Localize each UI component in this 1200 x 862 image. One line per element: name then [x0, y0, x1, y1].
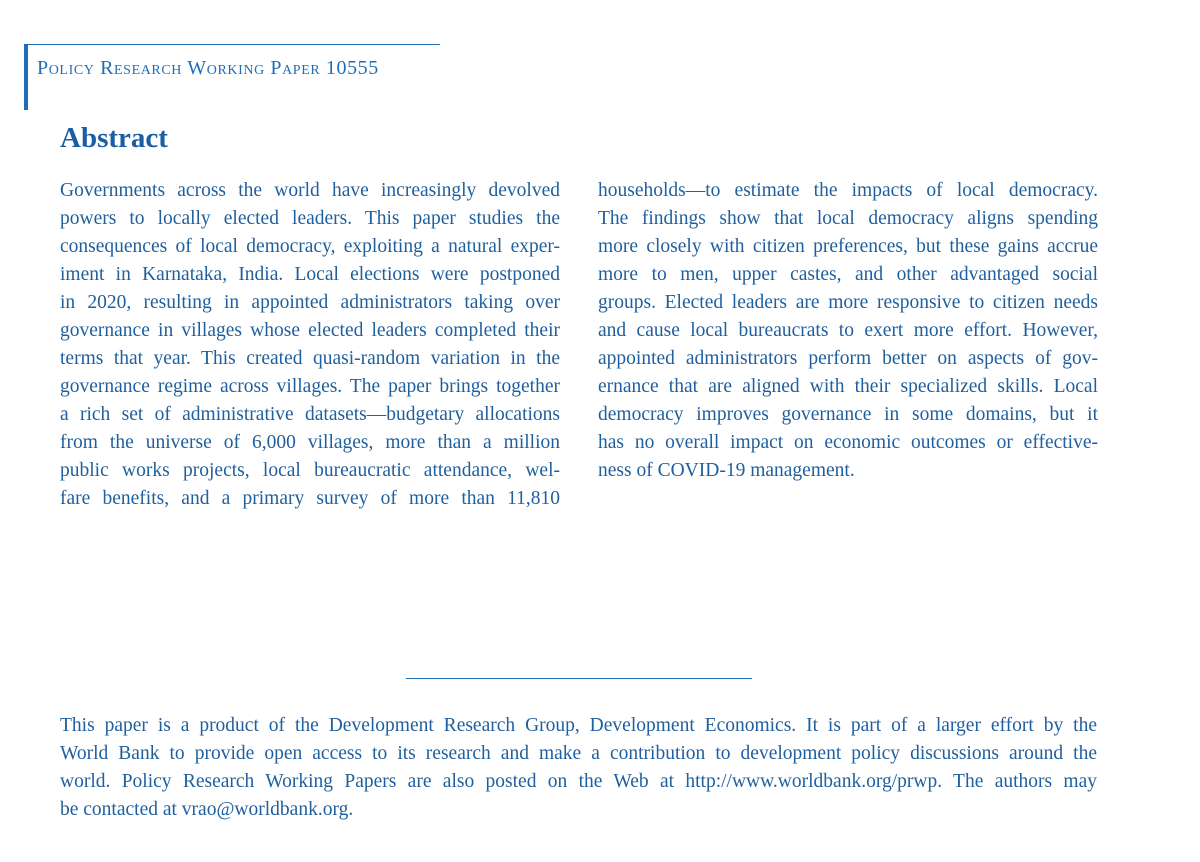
footer-note: [60, 712, 1097, 824]
abstract-line: iment in Karnataka, India. Local elections were postponed: [60, 264, 560, 285]
abstract-line: in 2020, resulting in appointed administrators taking over: [60, 292, 560, 313]
footer-line: world. Policy Research Working Papers are also posted on the Web at http://www.worldbank.org/prwp. The authors may: [60, 771, 1097, 792]
footer-line: World Bank to provide open access to its research and make a contribution to development policy discussions around the: [60, 743, 1097, 764]
series-header: [24, 44, 440, 110]
abstract-line: consequences of local democracy, exploiting a natural exper-: [60, 236, 560, 257]
abstract-line: and cause local bureaucrats to exert more effort. However,: [598, 320, 1098, 341]
abstract-line: terms that year. This created quasi-random variation in the: [60, 348, 560, 369]
abstract-line: appointed administrators perform better on aspects of gov-: [598, 348, 1098, 369]
abstract-line: households—to estimate the impacts of local democracy.: [598, 180, 1098, 201]
abstract-line: public works projects, local bureaucratic attendance, wel-: [60, 460, 560, 481]
abstract-line: ness of COVID-19 management.: [598, 460, 855, 481]
series-top-rule: [24, 44, 440, 45]
abstract-heading: Abstract: [60, 122, 168, 154]
abstract-line: more to men, upper castes, and other advantaged social: [598, 264, 1098, 285]
abstract-left-column: [60, 177, 560, 513]
abstract-line: from the universe of 6,000 villages, more than a million: [60, 432, 560, 453]
abstract-line: has no overall impact on economic outcomes or effective-: [598, 432, 1098, 453]
abstract-line: Governments across the world have increasingly devolved: [60, 180, 560, 201]
abstract-line: The findings show that local democracy aligns spending: [598, 208, 1098, 229]
footer-line: This paper is a product of the Development Research Group, Development Economics. It is part of a larger effort by the: [60, 715, 1097, 736]
series-label: Policy Research Working Paper 10555: [37, 57, 379, 79]
abstract-line: a rich set of administrative datasets—budgetary allocations: [60, 404, 560, 425]
abstract-line: ernance that are aligned with their specialized skills. Local: [598, 376, 1098, 397]
series-accent-bar: [24, 44, 28, 110]
abstract-line: fare benefits, and a primary survey of more than 11,810: [60, 488, 560, 509]
footer-line: be contacted at vrao@worldbank.org.: [60, 799, 354, 820]
abstract-line: groups. Elected leaders are more responsive to citizen needs: [598, 292, 1098, 313]
abstract-line: governance regime across villages. The paper brings together: [60, 376, 560, 397]
abstract-line: governance in villages whose elected leaders completed their: [60, 320, 560, 341]
abstract-right-column: [598, 177, 1098, 485]
abstract-line: powers to locally elected leaders. This paper studies the: [60, 208, 560, 229]
abstract-line: more closely with citizen preferences, but these gains accrue: [598, 236, 1098, 257]
footer-divider: [406, 678, 752, 679]
abstract-line: democracy improves governance in some domains, but it: [598, 404, 1098, 425]
